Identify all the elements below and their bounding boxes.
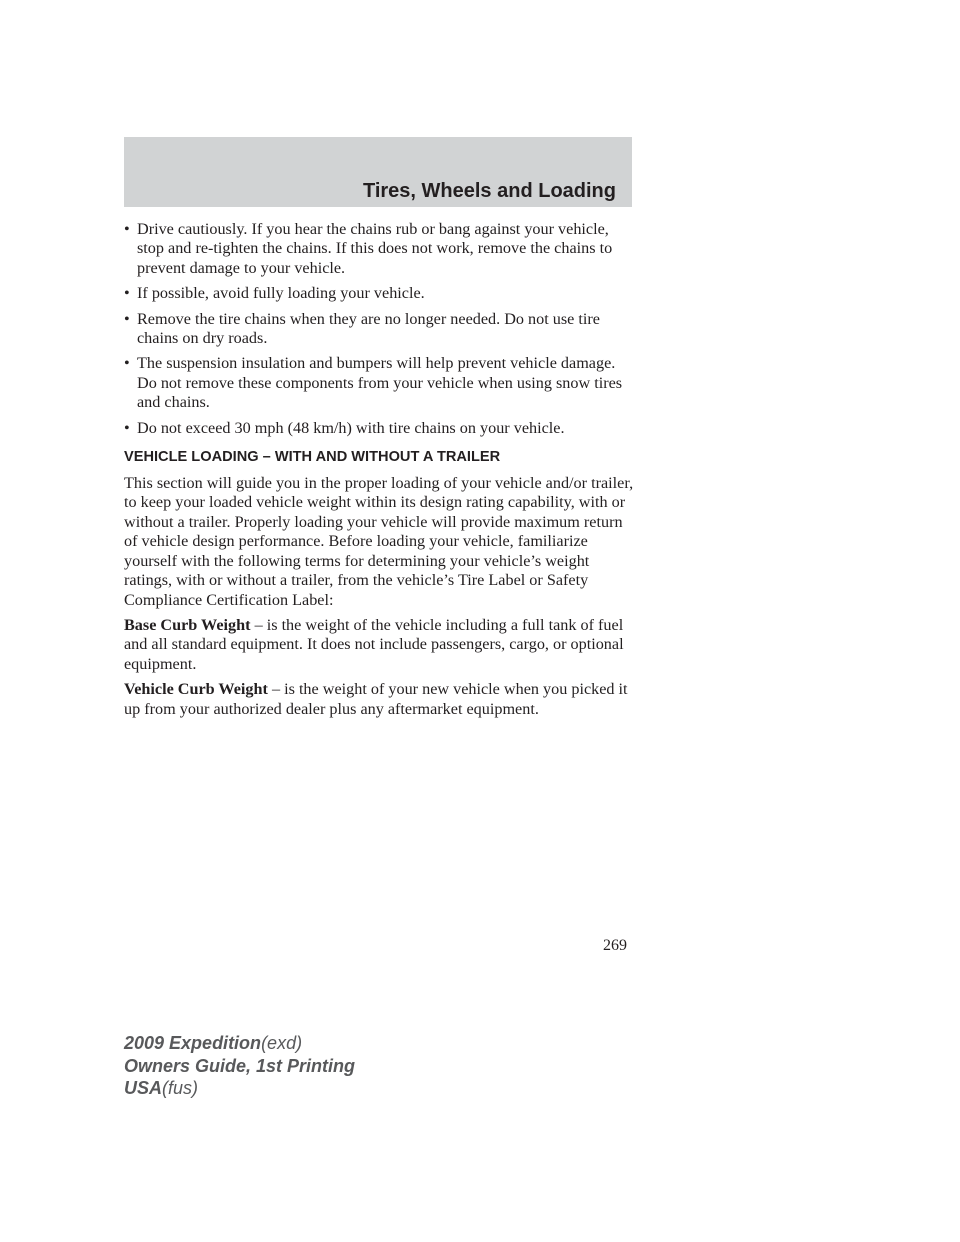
bullet-icon: • — [124, 220, 130, 238]
list-item-text: Do not exceed 30 mph (48 km/h) with tire chains on your vehicle. — [137, 418, 565, 437]
section-title: Tires, Wheels and Loading — [362, 180, 616, 202]
list-item-text: The suspension insulation and bumpers will help prevent vehicle damage. Do not remove these components from your vehicle when using snow tires and chains. — [137, 354, 623, 412]
bullet-icon: • — [124, 418, 130, 437]
list-item — [124, 284, 636, 303]
section-header-band — [124, 137, 632, 207]
section-heading: VEHICLE LOADING – WITH AND WITHOUT A TRAILER — [124, 449, 501, 466]
footer-market-code: (fus) — [162, 1078, 199, 1098]
definition-term: Base Curb Weight — [124, 615, 251, 634]
footer-model: 2009 Expedition — [124, 1033, 262, 1053]
definition-text: – is the weight of your new vehicle when you picked it up from your authorized dealer plus any aftermarket equipment. — [124, 680, 628, 718]
list-item-text: Remove the tire chains when they are no longer needed. Do not use tire chains on dry roads. — [137, 309, 600, 348]
page-content — [124, 220, 636, 725]
page-number: 269 — [603, 937, 627, 954]
footer-line-market — [124, 1077, 355, 1100]
list-item — [124, 419, 636, 438]
footer-guide: Owners Guide, 1st Printing — [124, 1055, 356, 1076]
bullet-icon: • — [124, 284, 130, 303]
bullet-list — [124, 220, 636, 438]
footer-line-model — [124, 1032, 355, 1055]
bullet-icon: • — [124, 354, 130, 373]
list-item — [124, 220, 636, 278]
list-item — [124, 354, 636, 412]
list-item-text: Drive cautiously. If you hear the chains rub or bang against your vehicle, stop and re-tighten the chains. If this does not work, remove the chains to prevent damage to your vehicle. — [137, 220, 613, 277]
definition-text: – is the weight of the vehicle including a full tank of fuel and all standard equipment. It does not include passengers, cargo, or optional equipment. — [124, 615, 624, 673]
list-item-text: If possible, avoid fully loading your vehicle. — [137, 284, 425, 303]
definition-base-curb-weight — [124, 616, 636, 674]
footer — [124, 1032, 355, 1100]
intro-paragraph: This section will guide you in the proper loading of your vehicle and/or trailer, to keep your loaded vehicle weight within its design rating capability, with or without a trailer. Properly loading your vehicle will provide maximum return of vehicle design performance. Before loading your vehicle, familiarize yourself with the following terms for determining your vehicle’s weight ratings, with or without a trailer, from the vehicle’s Tire Label or Safety Compliance Certification Label: — [124, 474, 634, 609]
definition-term: Vehicle Curb Weight — [124, 680, 268, 699]
footer-line-guide — [124, 1055, 355, 1078]
footer-market: USA — [124, 1078, 163, 1098]
footer-model-code: (exd) — [261, 1033, 303, 1053]
bullet-icon: • — [124, 309, 130, 328]
definition-vehicle-curb-weight — [124, 680, 636, 719]
list-item — [124, 310, 636, 349]
